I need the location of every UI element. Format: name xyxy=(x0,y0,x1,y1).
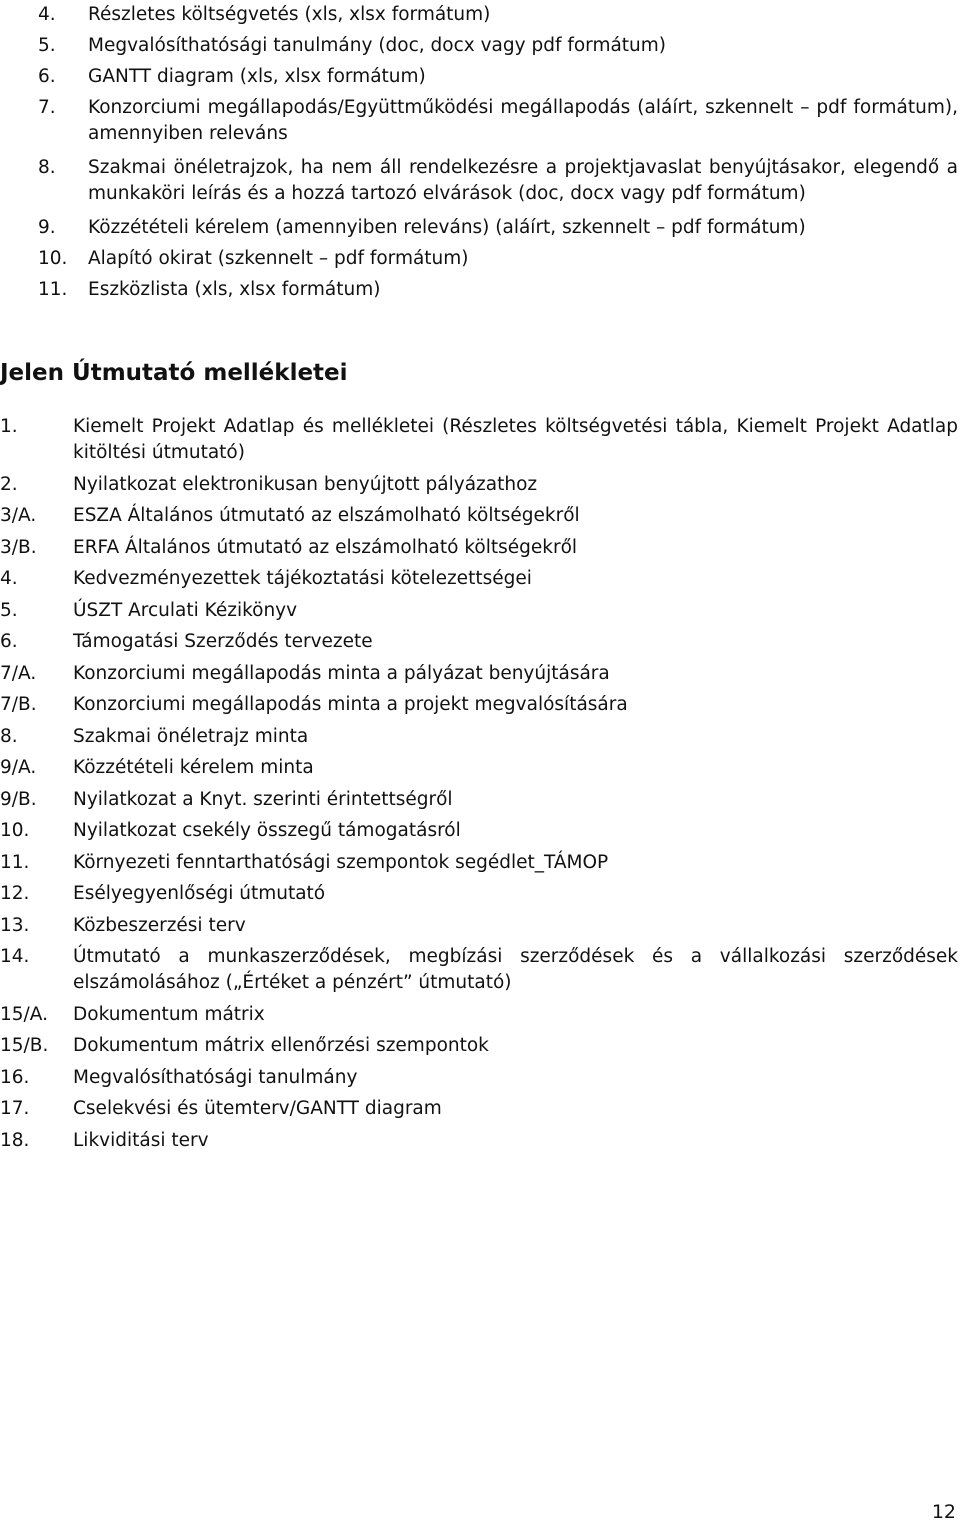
annex-item xyxy=(0,1096,958,1122)
annex-number: 9/B. xyxy=(0,788,37,810)
annex-text: Konzorciumi megállapodás minta a pályázat benyújtására xyxy=(73,662,610,684)
list-item-number: 4. xyxy=(38,4,56,25)
annex-number: 2. xyxy=(0,473,18,495)
annex-item xyxy=(0,566,958,592)
list-item xyxy=(38,95,958,147)
annex-text: Megvalósíthatósági tanulmány xyxy=(73,1066,358,1088)
annex-item xyxy=(0,913,958,939)
annex-item xyxy=(0,818,958,844)
list-item-number: 5. xyxy=(38,35,56,56)
annex-item xyxy=(0,414,958,466)
annex-text: Nyilatkozat a Knyt. szerinti érintettségről xyxy=(73,788,453,810)
list-item-text: Szakmai önéletrajzok, ha nem áll rendelkezésre a projektjavaslat benyújtásakor, elegendő a munkaköri leírás és a hozzá tartozó elvárások (doc, docx vagy pdf formátum) xyxy=(88,157,958,204)
annex-number: 10. xyxy=(0,820,30,841)
annex-text: Nyilatkozat elektronikusan benyújtott pályázathoz xyxy=(73,473,538,495)
annex-text: Útmutató a munkaszerződések, megbízási szerződések és a vállalkozási szerződések elszámolásához („Értéket a pénzért” útmutató) xyxy=(73,946,958,993)
annex-number: 9/A. xyxy=(0,757,37,778)
annex-text: ESZA Általános útmutató az elszámolható költségekről xyxy=(73,505,580,526)
annex-number: 7/B. xyxy=(0,694,37,715)
annex-item xyxy=(0,692,958,718)
annex-number: 5. xyxy=(0,599,18,621)
section-heading: Jelen Útmutató mellékletei xyxy=(0,360,348,386)
annex-text: Esélyegyenlőségi útmutató xyxy=(73,883,326,904)
list-item-number: 9. xyxy=(38,217,56,238)
list-item-number: 11. xyxy=(38,279,68,300)
annex-number: 7/A. xyxy=(0,662,37,684)
annex-text: ERFA Általános útmutató az elszámolható költségekről xyxy=(73,536,578,558)
annex-number: 6. xyxy=(0,631,18,652)
list-item xyxy=(38,246,958,272)
annex-text: Dokumentum mátrix xyxy=(73,1003,265,1025)
list-item xyxy=(38,2,958,28)
annex-number: 12. xyxy=(0,883,30,904)
annex-item xyxy=(0,1033,958,1059)
list-item xyxy=(38,277,958,303)
annex-number: 3/A. xyxy=(0,505,37,526)
page-number: 12 xyxy=(931,1501,956,1523)
annex-number: 15/B. xyxy=(0,1035,49,1056)
annex-item xyxy=(0,1128,958,1154)
annex-item xyxy=(0,503,958,529)
annex-text: Környezeti fenntarthatósági szempontok segédlet_TÁMOP xyxy=(73,851,609,873)
annexes-list xyxy=(0,414,958,1159)
annex-number: 18. xyxy=(0,1129,30,1151)
annex-text: Közbeszerzési terv xyxy=(73,914,246,936)
annex-item xyxy=(0,755,958,781)
annex-item xyxy=(0,629,958,655)
annex-text: Kedvezményezettek tájékoztatási kötelezettségei xyxy=(73,568,532,589)
list-item xyxy=(38,215,958,241)
annex-item xyxy=(0,724,958,750)
annex-text: Cselekvési és ütemterv/GANTT diagram xyxy=(73,1098,442,1119)
list-item-text: Konzorciumi megállapodás/Együttműködési megállapodás (aláírt, szkennelt – pdf formátum), amennyiben releváns xyxy=(88,97,958,144)
annex-text: Likviditási terv xyxy=(73,1129,209,1151)
annex-text: Szakmai önéletrajz minta xyxy=(73,725,309,747)
list-item-text: GANTT diagram (xls, xlsx formátum) xyxy=(88,66,426,87)
list-item-number: 8. xyxy=(38,157,56,178)
annex-item xyxy=(0,1065,958,1091)
list-item-text: Megvalósíthatósági tanulmány (doc, docx vagy pdf formátum) xyxy=(88,35,667,56)
annex-item xyxy=(0,472,958,498)
list-item-text: Közzétételi kérelem (amennyiben releváns) (aláírt, szkennelt – pdf formátum) xyxy=(88,217,806,238)
annex-item xyxy=(0,850,958,876)
annex-item xyxy=(0,787,958,813)
annex-number: 15/A. xyxy=(0,1003,48,1025)
required-attachments-list xyxy=(38,2,958,303)
annex-text: Dokumentum mátrix ellenőrzési szempontok xyxy=(73,1035,489,1056)
list-item xyxy=(38,155,958,207)
annex-item xyxy=(0,535,958,561)
annex-number: 1. xyxy=(0,416,18,437)
annex-number: 3/B. xyxy=(0,536,37,558)
annex-text: Támogatási Szerződés tervezete xyxy=(73,631,373,652)
annex-item xyxy=(0,661,958,687)
annex-item xyxy=(0,944,958,996)
annex-item xyxy=(0,881,958,907)
list-item-number: 6. xyxy=(38,66,56,87)
list-item-text: Részletes költségvetés (xls, xlsx formátum) xyxy=(88,4,491,25)
annex-text: Közzétételi kérelem minta xyxy=(73,757,314,778)
list-item xyxy=(38,33,958,59)
annex-text: Kiemelt Projekt Adatlap és mellékletei (Részletes költségvetési tábla, Kiemelt Projekt Adatlap kitöltési útmutató) xyxy=(73,416,958,463)
annex-number: 17. xyxy=(0,1098,30,1119)
annex-number: 4. xyxy=(0,568,18,589)
annex-text: Konzorciumi megállapodás minta a projekt megvalósítására xyxy=(73,694,628,715)
annex-number: 13. xyxy=(0,914,30,936)
annex-number: 11. xyxy=(0,851,30,873)
annex-number: 16. xyxy=(0,1066,30,1088)
list-item-text: Eszközlista (xls, xlsx formátum) xyxy=(88,279,381,300)
annex-number: 14. xyxy=(0,946,30,967)
list-item-number: 10. xyxy=(38,248,68,269)
annex-item xyxy=(0,598,958,624)
annex-text: Nyilatkozat csekély összegű támogatásról xyxy=(73,820,461,841)
list-item-text: Alapító okirat (szkennelt – pdf formátum) xyxy=(88,248,469,269)
annex-item xyxy=(0,1002,958,1028)
annex-text: ÚSZT Arculati Kézikönyv xyxy=(73,599,298,621)
list-item-number: 7. xyxy=(38,97,56,118)
annex-number: 8. xyxy=(0,725,18,747)
list-item xyxy=(38,64,958,90)
